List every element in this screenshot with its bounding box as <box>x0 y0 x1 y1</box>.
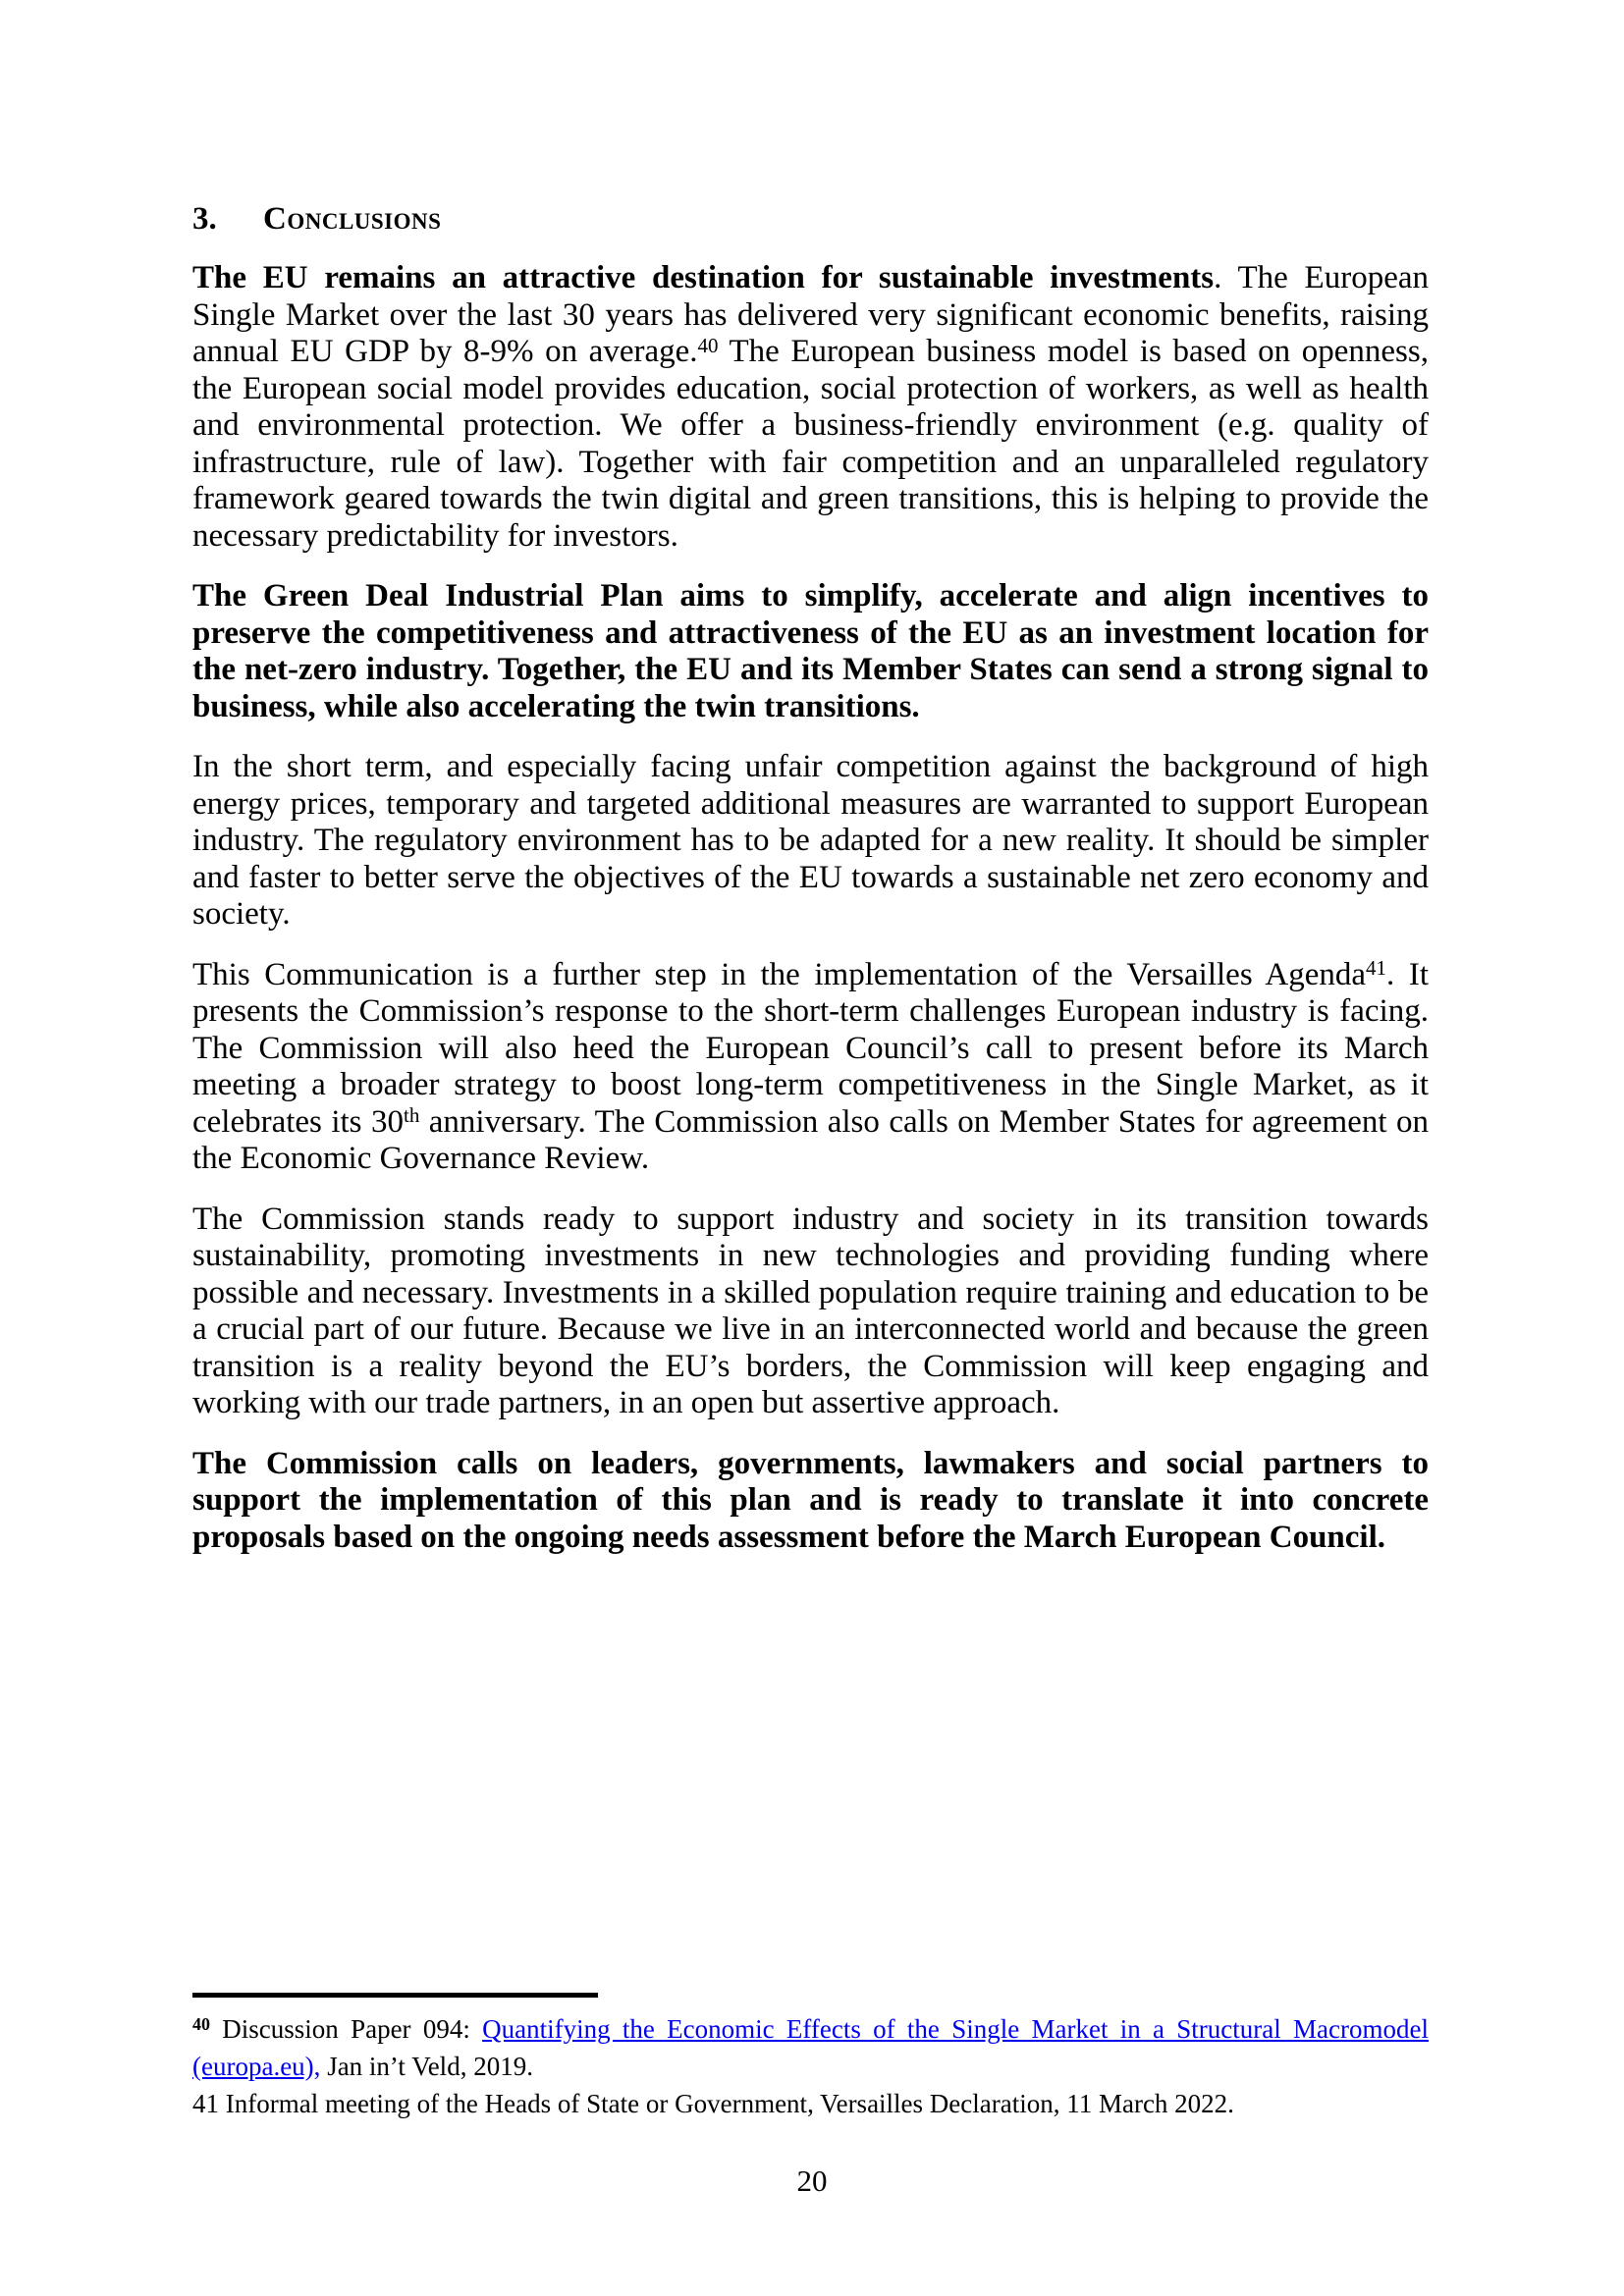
footnote-separator-line <box>192 1993 598 1998</box>
para-1-bold-lead: The EU remains an attractive destination for sustainable investments <box>192 260 1215 295</box>
document-body <box>192 200 1429 1579</box>
para-4-text: This Communication is a further step in the implementation of the Versailles Agenda <box>192 956 1367 992</box>
para-4-text-mid: . It presents the Commission’s response to the short-term challenges European industry is facing. The Commission will also heed the European Council’s call to present before its March meeting a broader strategy to boost long-term competitiveness in the Single Market, as it celebrates its 30 <box>192 956 1429 1140</box>
para-short-term-measures: In the short term, and especially facing unfair competition against the background of high energy prices, temporary and targeted additional measures are warranted to support European industry. The regulatory environment has to be adapted for a new reality. It should be simpler and faster to better serve the objectives of the EU towards a sustainable net zero economy and society. <box>192 749 1429 932</box>
footnote-40-marker: 40 <box>192 2013 210 2034</box>
footnote-40-text-after: Jan in’t Veld, 2019. <box>320 2052 533 2081</box>
section-title: Conclusions <box>263 201 442 237</box>
footnote-ref-41: 41 <box>1366 956 1387 981</box>
para-1-text-rest: The European business model is based on openness, the European social model provides education, social protection of workers, as well as health and environmental protection. We offer a business-friendly environment (e.g. quality of infrastructure, rule of law). Together with fair competition and an unparalleled regulatory framework geared towards the twin digital and green transitions, this is helping to provide the necessary predictability for investors. <box>192 334 1429 554</box>
para-green-deal-industrial-plan: The Green Deal Industrial Plan aims to simplify, accelerate and align incentives to preserve the competitiveness and attractiveness of the EU as an investment location for the net-zero industry. Together, the EU and its Member States can send a strong signal to business, while also accelerating the twin transitions. <box>192 578 1429 724</box>
para-versailles-agenda <box>192 957 1429 1178</box>
footnote-40-text: Discussion Paper 094: <box>210 2014 483 2044</box>
footnote-40 <box>192 2010 1429 2085</box>
para-commission-calls-on-leaders: The Commission calls on leaders, governments, lawmakers and social partners to support the implementation of this plan and is ready to translate it into concrete proposals based on the ongoing needs assessment before the March European Council. <box>192 1445 1429 1555</box>
ordinal-suffix-30th: th <box>403 1103 420 1128</box>
footnote-ref-40: 40 <box>697 333 719 357</box>
page-number: 20 <box>796 2163 828 2198</box>
footnote-40-link[interactable]: Quantifying the Economic Effects of the Single Market in a Structural Macromodel (europa.eu), <box>192 2014 1430 2081</box>
para-4-text-rest: anniversary. The Commission also calls on Member States for agreement on the Economic Governance Review. <box>192 1103 1429 1176</box>
para-eu-attractive-destination <box>192 260 1429 555</box>
para-1-text: . The European Single Market over the last 30 years has delivered very significant economic benefits, raising annual EU GDP by 8-9% on average. <box>192 260 1430 369</box>
footnote-area <box>192 1993 1429 2122</box>
section-number: 3. <box>192 201 217 237</box>
section-heading <box>192 200 1429 238</box>
footnote-41: 41 Informal meeting of the Heads of State or Government, Versailles Declaration, 11 March 2022. <box>192 2089 1234 2118</box>
para-commission-stands-ready: The Commission stands ready to support industry and society in its transition towards sustainability, promoting investments in new technologies and providing funding where possible and necessary. Investments in a skilled population require training and education to be a crucial part of our future. Because we live in an interconnected world and because the green transition is a reality beyond the EU’s borders, the Commission will keep engaging and working with our trade partners, in an open but assertive approach. <box>192 1201 1429 1420</box>
